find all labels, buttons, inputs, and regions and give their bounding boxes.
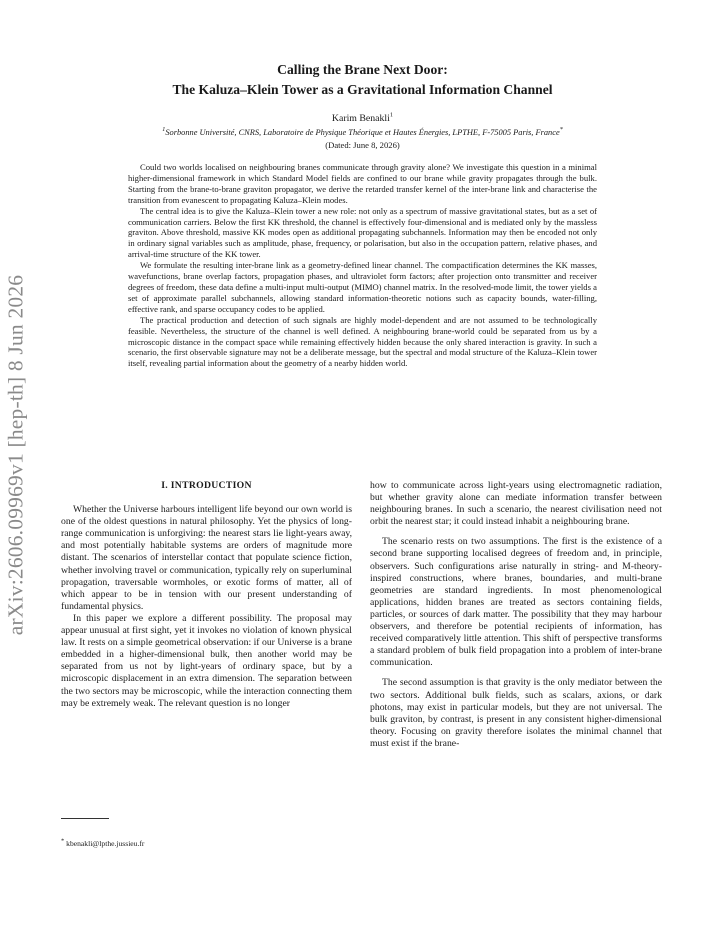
date-line: (Dated: June 8, 2026) bbox=[325, 140, 400, 150]
abstract-paragraph: We formulate the resulting inter-brane link as a geometry-defined linear channel. The compactification determines the KK masses, wavefunctions, brane overlap factors, propagation phases, and ultraviolet form factors; after projection onto transmitter and receiver degrees of freedom, these data define a multi-input multi-output (MIMO) channel matrix. In the resolved-mode limit, the tower yields a set of approximate parallel subchannels, allowing standard information-theoretic notions such as capacity bounds, water-filling, effective rank, and sparse occupancy codes to be applied. bbox=[128, 260, 597, 314]
author-name: Karim Benakli bbox=[331, 113, 390, 124]
footnote-rule bbox=[61, 818, 109, 819]
body-paragraph: Whether the Universe harbours intelligent life beyond our own world is one of the oldest questions in natural philosophy. Yet the physics of long-range communication is unforgiving: the nearest stars lie light-years away, and most potentially habitable systems are orders of magnitude more distant. The scenarios of interstellar contact that populate science fiction, whether involving travel or communication, typically rely on superluminal propagation, traversable wormholes, or exotic forms of matter, all of which appear to be in tension with our present understanding of fundamental physics. bbox=[61, 504, 352, 612]
body-paragraph: how to communicate across light-years using electromagnetic radiation, but whether gravity alone can mediate information transfer between neighbouring branes. In such a scenario, the nearest civilisation need not orbit the nearest star; it could instead inhabit a neighbouring brane. bbox=[370, 480, 662, 528]
paper-title-line-1: Calling the Brane Next Door: bbox=[277, 62, 448, 77]
paper-title-line-2: The Kaluza–Klein Tower as a Gravitational Information Channel bbox=[172, 82, 553, 97]
affiliation bbox=[64, 128, 661, 137]
footnote bbox=[61, 839, 144, 848]
left-column bbox=[61, 480, 352, 710]
abstract bbox=[128, 162, 597, 369]
affiliation-mark: 1 bbox=[162, 126, 166, 134]
author-email: kbenakli@lpthe.jussieu.fr bbox=[66, 839, 145, 848]
footnote-mark: * bbox=[61, 837, 65, 845]
author-affiliation-mark: 1 bbox=[389, 111, 394, 119]
abstract-paragraph: The central idea is to give the Kaluza–Klein tower a new role: not only as a spectrum of massive gravitational states, but as a set of communication carriers. Below the first KK threshold, the channel is effectively four-dimensional and is mediated only by the massless graviton. Above threshold, massive KK modes open as additional propagating subchannels. Information may then be encoded not only in ordinary signal variables such as amplitude, phase, frequency, or polarisation, but also in the occupation pattern, relative phases, and arrival-time structure of the KK tower. bbox=[128, 205, 597, 260]
author-line bbox=[70, 113, 655, 124]
arxiv-identifier: arXiv:2606.09969v1 [hep-th] 8 Jun 2026 bbox=[3, 274, 28, 636]
affiliation-footnote-mark: * bbox=[559, 126, 563, 134]
body-paragraph: The scenario rests on two assumptions. The first is the existence of a second brane supporting localised degrees of freedom and, in principle, observers. Such configurations arise naturally in string- and M-theory-inspired constructions, where branes, boundaries, and multi-brane geometries are standard ingredients. In most phenomenological applications, hidden branes are treated as sectors containing fields, particles, or sources of dark matter. The possibility that they may harbour observers, and therefore be potential recipients of information, has received comparatively little attention. This shift of perspective transforms a standard problem of bulk field propagation into a problem of inter-brane communication. bbox=[370, 536, 662, 669]
body-paragraph: In this paper we explore a different possibility. The proposal may appear unusual at first sight, yet it invokes no violation of known physical law. It rests on a simple geometrical observation: if our Universe is a brane embedded in a higher-dimensional bulk, then another world may be separated from us not by light-years of ordinary space, but by a microscopic displacement in an extra dimension. The separation between the two sectors may be microscopic, while the interaction connecting them may be extremely weak. The relevant question is no longer bbox=[61, 612, 352, 709]
body-paragraph: The second assumption is that gravity is the only mediator between the two sectors. Additional bulk fields, such as scalars, axions, or dark photons, may exist in particular models, but they are not universal. The bulk graviton, by contrast, is present in any consistent higher-dimensional theory. Focusing on gravity therefore isolates the minimal channel that must exist if the brane- bbox=[370, 677, 662, 749]
section-heading-introduction: I. INTRODUCTION bbox=[161, 480, 252, 491]
abstract-paragraph: The practical production and detection of such signals are highly model-dependent and are not assumed to be technologically feasible. Nevertheless, the structure of the channel is well defined. A neighbouring brane-world could be separated from us by a microscopic distance in the compact space while remaining effectively hidden because the only shared interaction is gravity. In such a scenario, the first observable signature may not be a deliberate message, but the spectral and modal structure of the Kaluza–Klein tower itself, revealing partial information about the geometry of a nearby hidden world. bbox=[128, 314, 597, 369]
right-column bbox=[370, 480, 662, 750]
affiliation-text: Sorbonne Université, CNRS, Laboratoire de Physique Théorique et Hautes Énergies, LPTHE, F-75005 Paris, France bbox=[165, 128, 560, 137]
abstract-paragraph: Could two worlds localised on neighbouring branes communicate through gravity alone? We investigate this question in a minimal higher-dimensional framework in which Standard Model fields are confined to our brane while gravity propagates through the bulk. Starting from the brane-to-brane graviton propagator, we derive the retarded transfer kernel of the inter-brane link and characterise the transition from evanescent to propagating Kaluza–Klein modes. bbox=[128, 162, 597, 205]
